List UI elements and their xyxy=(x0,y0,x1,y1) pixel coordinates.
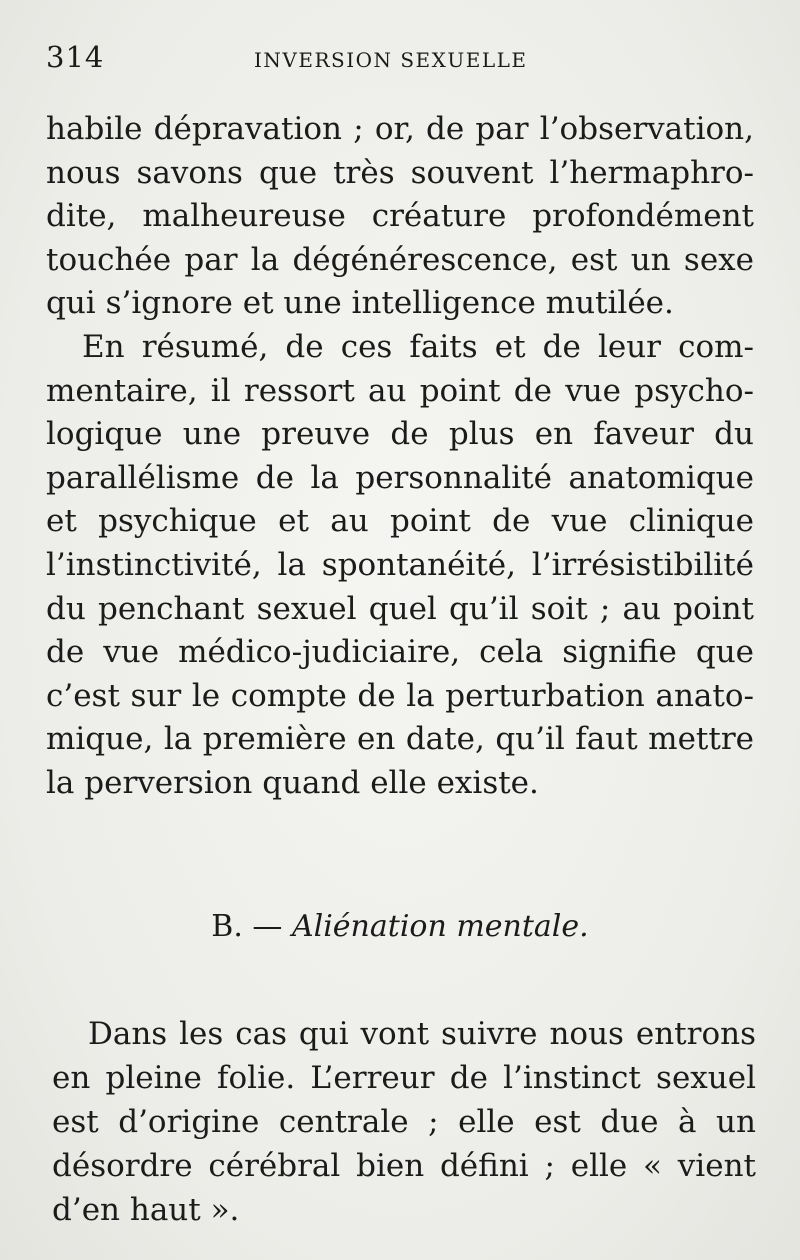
paragraph-alienation xyxy=(52,1012,756,1232)
section-letter: B. — xyxy=(211,909,292,944)
text-line: En résumé, de ces faits et de leur com- xyxy=(82,328,754,365)
text-line: touchée par la dégénérescence, est un sexe xyxy=(46,241,754,278)
text-line: en pleine folie. L’erreur de l’instinct sexuel xyxy=(52,1060,756,1096)
text-line: habile dépravation ; or, de par l’observation, xyxy=(46,111,754,147)
text-line: et psychique et au point de vue clinique xyxy=(46,503,754,540)
text-line: la perversion quand elle existe. xyxy=(46,764,539,801)
text-line: nous savons que très souvent l’hermaphro- xyxy=(46,154,754,191)
text-line: dite, malheureuse créature profondément xyxy=(46,198,754,235)
text-line: parallélisme de la personnalité anatomique xyxy=(46,459,754,496)
text-line: désordre cérébral bien défini ; elle « vient xyxy=(52,1148,756,1184)
text-line: c’est sur le compte de la perturbation anato- xyxy=(46,677,754,714)
body-text xyxy=(46,108,754,806)
text-line: l’instinctivité, la spontanéité, l’irrésistibilité xyxy=(46,546,754,583)
paragraph-summary xyxy=(46,326,754,806)
text-line: Dans les cas qui vont suivre nous entrons xyxy=(88,1016,756,1052)
text-line: mique, la première en date, qu’il faut mettre xyxy=(46,721,754,758)
text-line: est d’origine centrale ; elle est due à un xyxy=(52,1104,756,1140)
text-line: mentaire, il ressort au point de vue psycho- xyxy=(46,372,754,409)
text-line: logique une preuve de plus en faveur du xyxy=(46,416,754,453)
section-heading xyxy=(0,905,800,949)
page-header xyxy=(46,38,754,82)
text-line: du penchant sexuel quel qu’il soit ; au point xyxy=(46,590,754,627)
text-line: de vue médico-judiciaire, cela signifie que xyxy=(46,634,754,671)
running-title: INVERSION SEXUELLE xyxy=(254,48,528,72)
text-line: qui s’ignore et une intelligence mutilée. xyxy=(46,285,674,322)
paragraph-continuation xyxy=(46,108,754,326)
page-number: 314 xyxy=(46,40,105,74)
text-line: d’en haut ». xyxy=(52,1192,240,1228)
section-title: Aliénation mentale. xyxy=(291,909,589,944)
